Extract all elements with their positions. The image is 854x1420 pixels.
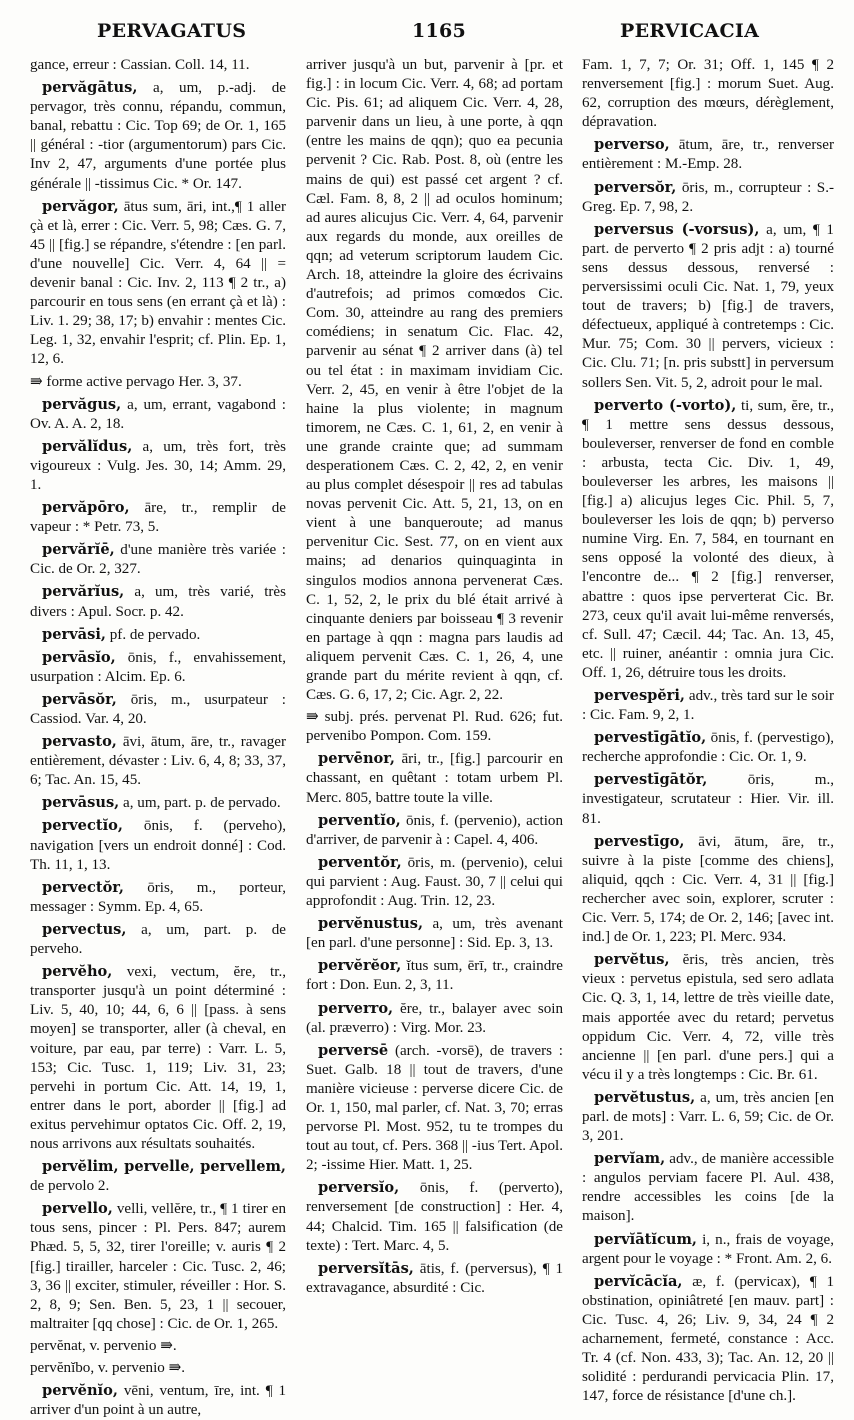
entry-text: a, um, très varié, très divers : Apul. Socr. p. 42. [30,584,286,620]
dictionary-entry [30,1157,286,1196]
entry-text: vexi, vectum, ĕre, tr., transporter jusqu'à un point déterminé : Liv. 5, 40, 10; 44, 6, 6 || [pass. à sens moyen] se transporter, aller (à cheval, en voiture, par eau, par terre) : Varr. L. 5, 153; Cic. Tusc. 1, 119; Liv. 31, 23; pervehi in portum Cic. Att. 14, 19, 1, entrer dans le port, aborder || [fig.] ad exitus pervehimur optatos Cic. Off. 2, 19, nous arrivons aux résultats souhaités. [30,964,286,1152]
header-left-guide-word: PERVAGATUS [97,20,247,42]
entry-text: ātis, f. (perversus), ¶ 1 extravagance, absurdité : Cic. [306,1260,563,1296]
entry-text: pervĕnĭbo, v. pervenio ⇛. [30,1360,186,1376]
entry-headword: perventŏr, [318,853,402,871]
entry-headword: pervăpōro, [42,499,130,517]
entry-text: ĕris, très ancien, très vieux : pervetus epistula, sed sero adlata Cic. Q. 3, 1, 14, lettre de très vieille date, mais apportée avec du retard; pervetus oppidum Cic. Verr. 4, 72, ville très ancienne || [en parl. d'une pers.] qui a vécu il y a très longtemps : Cic. Br. 61. [582,952,834,1083]
entry-text: ōris, m., porteur, messager : Symm. Ep. 4, 65. [30,879,286,915]
entry-text: a, um, ¶ 1 part. de perverto ¶ 2 pris adjt : a) tourné sens dessus dessous, renversé : perversissimi oculi Cic. Nat. 1, 79, yeux tout de travers; b) [fig.] de travers, défectueux, appliqué à contretemps : Cic. Mur. 75; Com. 30 || pervers, vicieux : Cic. Clu. 71; [n. pris substt] in perversum sollers Sen. Vit. 5, 2, adroit pour le mal. [582,221,834,391]
dictionary-entry [30,56,286,75]
dictionary-entry [582,950,834,1085]
entry-text: a, um, errant, vagabond : Ov. A. A. 2, 18. [30,396,287,432]
dictionary-entry [30,197,286,370]
entry-headword: pervestīgātĭo, [594,729,707,747]
entry-text: d'une manière très variée : Cic. de Or. 2, 327. [30,542,286,578]
entry-headword: pervĭcācĭa, [594,1272,683,1290]
entry-text: ōnis, f. (perveho), navigation [vers un endroit donné] : Cod. Th. 11, 1, 13. [30,818,286,873]
entry-text: ōnis, f. (perverto), renversement [de construction] : Her. 4, 44; Chalcid. Tim. 165 || falsification (de texte) : Tert. Marc. 4, 5. [306,1180,563,1254]
dictionary-entry [582,832,834,948]
entry-headword: perverro, [318,999,394,1017]
dictionary-entry [30,1199,286,1334]
entry-headword: pervēnor, [318,750,395,768]
entry-headword: pervāsĭo, [42,648,116,666]
entry-text: adv., très tard sur le soir : Cic. Fam. 9, 2, 1. [582,688,834,724]
page-number: 1165 [412,20,467,42]
entry-headword: perversus (-vorsus), [594,220,760,238]
entry-text: ⇛ forme active pervago Her. 3, 37. [30,373,242,390]
entry-headword: pervectus, [42,920,127,938]
entry-headword: pervasto, [42,733,117,751]
dictionary-entry [30,582,286,621]
entry-text: a, um, très fort, très vigoureux : Vulg. Jes. 30, 14; Amm. 29, 1. [30,438,286,493]
entry-headword: pervello, [42,1200,113,1218]
entry-headword: pervălĭdus, [42,437,133,455]
entry-headword: pervĭam, [594,1150,666,1168]
entry-headword: pervāsŏr, [42,690,117,708]
dictionary-entry [582,56,834,132]
entry-text: velli, vellĕre, tr., ¶ 1 tirer en tous sens, pincer : Pl. Pers. 847; aurem Phæd. 5, 5, 32, tirer l'oreille; v. auris ¶ 2 [fig.] tirailler, harceler : Cic. Tusc. 2, 46; 3, 36 || exciter, stimuler, réveiller : Hor. S. 2, 8, 9; Sen. Ben. 5, 23, 1 || secouer, maltraiter [qq chose] : Cic. de Or. 1, 265. [30,1201,286,1332]
entry-text: æ, f. (pervicax), ¶ 1 obstination, opiniâtreté [en mauv. part] : Cic. Tusc. 4, 26; Liv. 9, 34, 24 ¶ 2 acharnement, fermeté, constance : Acc. Tr. 4 (cf. Non. 433, 3); Tac. An. 12, 20 || solidité : perdurandi pervicacia Plin. 17, 147, force de résistance [d'une ch.]. [582,1273,834,1405]
entry-text: ōris, m., corrupteur : S.-Greg. Ep. 7, 98, 2. [582,179,835,215]
entry-headword: pervĕlim, pervelle, pervellem, [42,1158,286,1176]
dictionary-entry [306,749,563,807]
entry-headword: pervăgor, [42,197,119,215]
entry-headword: pervĕtustus, [594,1088,696,1106]
entry-text: Fam. 1, 7, 7; Or. 31; Off. 1, 145 ¶ 2 renversement [fig.] : morum Suet. Aug. 62, corruption des mœurs, dérèglement, dépravation. [582,57,834,131]
entry-text: ōnis, f., envahissement, usurpation : Alcim. Ep. 6. [30,649,286,685]
entry-text: a, um, très avenant [en parl. d'une personne] : Sid. Ep. 3, 13. [306,916,563,952]
entry-text: āre, tr., remplir de vapeur : * Petr. 73, 5. [30,500,286,536]
dictionary-entry [30,1337,286,1356]
entry-text: ōnis, f. (pervenio), action d'arriver, de parvenir à : Capel. 4, 406. [306,812,563,848]
dictionary-entry [306,914,563,953]
entry-headword: pervāsi, [42,625,106,643]
dictionary-entry [582,135,834,174]
entry-headword: perversŏr, [594,178,677,196]
entry-headword: pervĕtus, [594,951,670,969]
entry-text: āvi, ātum, āre, tr., ravager entièrement, dévaster : Liv. 6, 4, 8; 33, 37, 6; Tac. An. 15, 45. [30,734,286,789]
dictionary-entry [582,770,834,828]
entry-text: āvi, ātum, āre, tr., suivre à la piste [comme des chiens], aliquid, qqch : Cic. Verr. 4, 31 || [fig.] rechercher avec soin, explorer, scruter : Cic. Verr. 5, 174; de Or. 2, 146; [avec int. ind.] de Or. 1, 223; Pl. Merc. 934. [582,833,834,946]
entry-text: āri, tr., [fig.] parcourir en chassant, en quêtant : totam urbem Pl. Merc. 805, battre toute la ville. [306,751,563,806]
entry-headword: pervărĭē, [42,541,115,559]
dictionary-entry [30,920,286,959]
dictionary-entry [582,728,834,767]
entry-text: pervĕnat, v. pervenio ⇛. [30,1337,177,1354]
entry-headword: perventĭo, [318,811,401,829]
entry-headword: perverto (-vorto), [594,396,737,414]
dictionary-entry [582,396,834,683]
dictionary-entry [306,708,563,746]
entry-text: adv., de manière accessible : angulos perviam facere Pl. Aul. 438, rendre accessibles les coins [de la maison]. [582,1151,834,1225]
entry-text: vēni, ventum, īre, int. ¶ 1 arriver d'un point à un autre, [30,1383,286,1419]
dictionary-entry [30,1359,286,1378]
entry-headword: pervărĭus, [42,583,125,601]
entry-headword: perversē [318,1041,389,1059]
running-header [0,0,854,50]
entry-text: a, um, très ancien [en parl. de mots] : Varr. L. 6, 59; Cic. de Or. 3, 201. [582,1089,834,1145]
entry-text: ⇛ subj. prés. pervenat Pl. Rud. 626; fut. pervenibo Pompon. Com. 159. [306,709,563,745]
dictionary-entry [582,686,834,725]
entry-text: ĕre, tr., balayer avec soin (al. præverro) : Virg. Mor. 23. [306,1000,563,1036]
dictionary-entry [30,793,286,813]
dictionary-entry [30,732,286,790]
dictionary-entry [30,498,286,537]
entry-text: arriver jusqu'à un but, parvenir à [pr. et fig.] : in locum Cic. Verr. 4, 68; ad portam Cic. Pis. 61; ad aliquem Cic. Verr. 4, 28, parvenir dans un lieu, à une porte, à qqn (entre les mains de qqn); quo ea pecunia pervenit ? Cic. Rab. Post. 8, où (entre les mains de qui) est passé cet argent ? cf. Cæl. Fam. 8, 8, 2 || ad oculos hominum; ad aures alicujus Cic. Verr. 4, 64, parvenir aux regards du monde, aux oreilles de qqn; ad veterum scriptorum laudem Cic. Arch. 18, atteindre la gloire des écrivains d'autrefois; ad primos comœdos Cic. Com. 30, atteindre au rang des premiers comédiens; in senatum Cic. Flac. 42, parvenir au sénat ¶ 2 arriver dans (à) tel ou tel état : in maximam invidiam Cic. Verr. 2, 45, en venir à être l'objet de la haine la plus violente; in magnum timorem, ne Cæs. C. 1, 61, 2, en venir à une grande crainte que; ad summam desperationem Cæs. C. 2, 42, 2, en venir au plus complet désespoir || res ad tabulas novas pervenit Cic. Att. 5, 21, 13, on en vient à une banqueroute; ad manus pervenitur Cic. Sest. 77, on en vient aux mains; ad denarios quinquaginta in singulos modios annona pervenerat Cæs. C. 1, 52, 2, le prix du blé était arrivé à cinquante deniers par boisseau ¶ 3 revenir en partage à qqn : magna pars laudis ad aliquem pervenit Cæs. C. 1, 26, 4, une grande part du mérite revient à qqn, cf. Cæs. G. 6, 17, 2; Cic. Agr. 2, 22. [306,57,563,704]
entry-text: gance, erreur : Cassian. Coll. 14, 11. [30,57,250,73]
dictionary-entry [306,1178,563,1255]
entry-text: ti, sum, ĕre, tr., ¶ 1 mettre sens dessus dessous, bouleverser, renverser de fond en comble : arbusta, tecta Cic. Div. 1, 49, bouleverser les arbres, les maisons || [fig.] a) alicujus leges Cic. Phil. 5, 7, bouleverser les lois de qqn; b) perverso numine Virg. En. 7, 584, en tournant en sens opposé la volonté des dieux, à l'encontre de... ¶ 2 [fig.] renverser, abattre : quos ipse perverterat Cic. Br. 273, ceux qu'il avait lui-même renversés, cf. Sull. 47; Cæcil. 44; Tac. An. 13, 45, etc. || ruiner, anéantir : omnia jura Cic. Off. 1, 26, détruire tous les droits. [582,397,834,681]
column-2 [306,56,563,1361]
entry-headword: pervăgātus, [42,79,138,97]
dictionary-entry [582,178,834,217]
entry-headword: pervestīgo, [594,832,685,850]
dictionary-entry [30,395,286,434]
entry-text: ōris, m. (pervenio), celui qui parvient : Aug. Faust. 30, 7 || celui qui approfondit : Aug. Trin. 12, 23. [306,854,563,910]
dictionary-entry [582,1088,834,1146]
entry-text: (arch. -vorsē), de travers : Suet. Galb. 18 || tout de travers, d'une manière vicieuse : perverse dicere Cic. de Or. 1, 150, mal parler, cf. Nat. 3, 70; erras pervorse Pl. Most. 952, tu te trompes du tout au tout, cf. Pers. 368 || -ius Tert. Apol. 2; -issime Hier. Matt. 1, 25. [306,1042,563,1174]
entry-headword: pervectŏr, [42,878,125,896]
dictionary-entry [306,956,563,995]
dictionary-entry [582,1230,834,1269]
entry-text: pf. de pervado. [109,626,201,643]
dictionary-entry [306,999,563,1038]
entry-headword: pervĕrĕor, [318,957,402,975]
entry-text: ĭtus sum, ērī, tr., craindre fort : Don. Eun. 2, 3, 11. [306,958,563,994]
dictionary-entry [30,78,286,194]
entry-text: a, um, p.-adj. de pervagor, très connu, répandu, commun, banal, rebattu : Cic. Top 69; de Or. 1, 165 || général : -tior (argumentorum) pars Cic. Inv 2, 47, arguments d'une portée plus générale || -tissimus Cic. * Or. 147. [30,80,286,192]
dictionary-entry [306,811,563,850]
column-3 [582,56,835,1405]
dictionary-entry [306,1259,563,1298]
entry-text: ātus sum, āri, int.,¶ 1 aller çà et là, errer : Cic. Verr. 5, 98; Cæs. G. 7, 45 || [fig.] se répandre, s'étendre : [en parl. d'une nouvelle] Cic. Verr. 4, 64 || = devenir banal : Cic. Inv. 2, 113 ¶ 2 tr., a) parcourir en tous sens (en errant çà et là) : Liv. 1. 29; 38, 17; b) envahir : mentes Cic. Leg. 1, 32, envahir l'esprit; cf. Plin. Ep. 1, 12, 6. [30,198,286,368]
dictionary-entry [30,540,286,579]
dictionary-entry [582,220,834,393]
header-right-guide-word: PERVICACIA [620,20,760,42]
dictionary-entry [30,625,286,645]
entry-text: a, um, part. p. de pervado. [123,795,281,812]
entry-headword: perversĭtās, [318,1259,414,1277]
column-1 [30,56,287,1419]
entry-headword: pervĕho, [42,963,113,981]
dictionary-entry [582,1272,834,1407]
entry-text: de pervolo 2. [30,1178,110,1195]
entry-text: ōris, m., usurpateur : Cassiod. Var. 4, 20. [30,691,286,727]
dictionary-entry [30,690,286,729]
dictionary-entry [30,648,286,687]
entry-headword: pervespĕri, [594,687,685,704]
entry-headword: pervāsus, [42,794,120,812]
entry-text: i, n., frais de voyage, argent pour le voyage : * Front. Am. 2, 6. [582,1231,834,1267]
entry-headword: perversĭo, [318,1179,400,1197]
entry-headword: pervĕnĭo, [42,1382,118,1400]
entry-text: ātum, āre, tr., renverser entièrement : M.-Emp. 28. [582,137,834,173]
entry-text: ōnis, f. (pervestigo), recherche approfondie : Cic. Or. 1, 9. [582,730,834,766]
entry-headword: perverso, [594,136,670,154]
dictionary-entry [30,962,286,1154]
dictionary-entry [30,878,286,917]
entry-headword: pervĭātĭcum, [594,1230,697,1248]
dictionary-entry [306,853,563,911]
dictionary-entry [30,373,286,392]
dictionary-entry [30,437,286,495]
entry-headword: pervăgus, [42,395,122,413]
dictionary-entry [306,56,563,705]
entry-headword: pervĕnustus, [318,915,424,933]
entry-headword: pervectĭo, [42,817,123,835]
entry-text: ōris, m., investigateur, scrutateur : Hier. Vir. ill. 81. [582,772,834,827]
dictionary-entry [30,1381,286,1420]
entry-headword: pervestīgātŏr, [594,771,708,789]
dictionary-entry [30,816,286,874]
dictionary-entry [306,1041,563,1176]
entry-text: a, um, part. p. de perveho. [30,921,286,958]
dictionary-entry [582,1149,834,1226]
